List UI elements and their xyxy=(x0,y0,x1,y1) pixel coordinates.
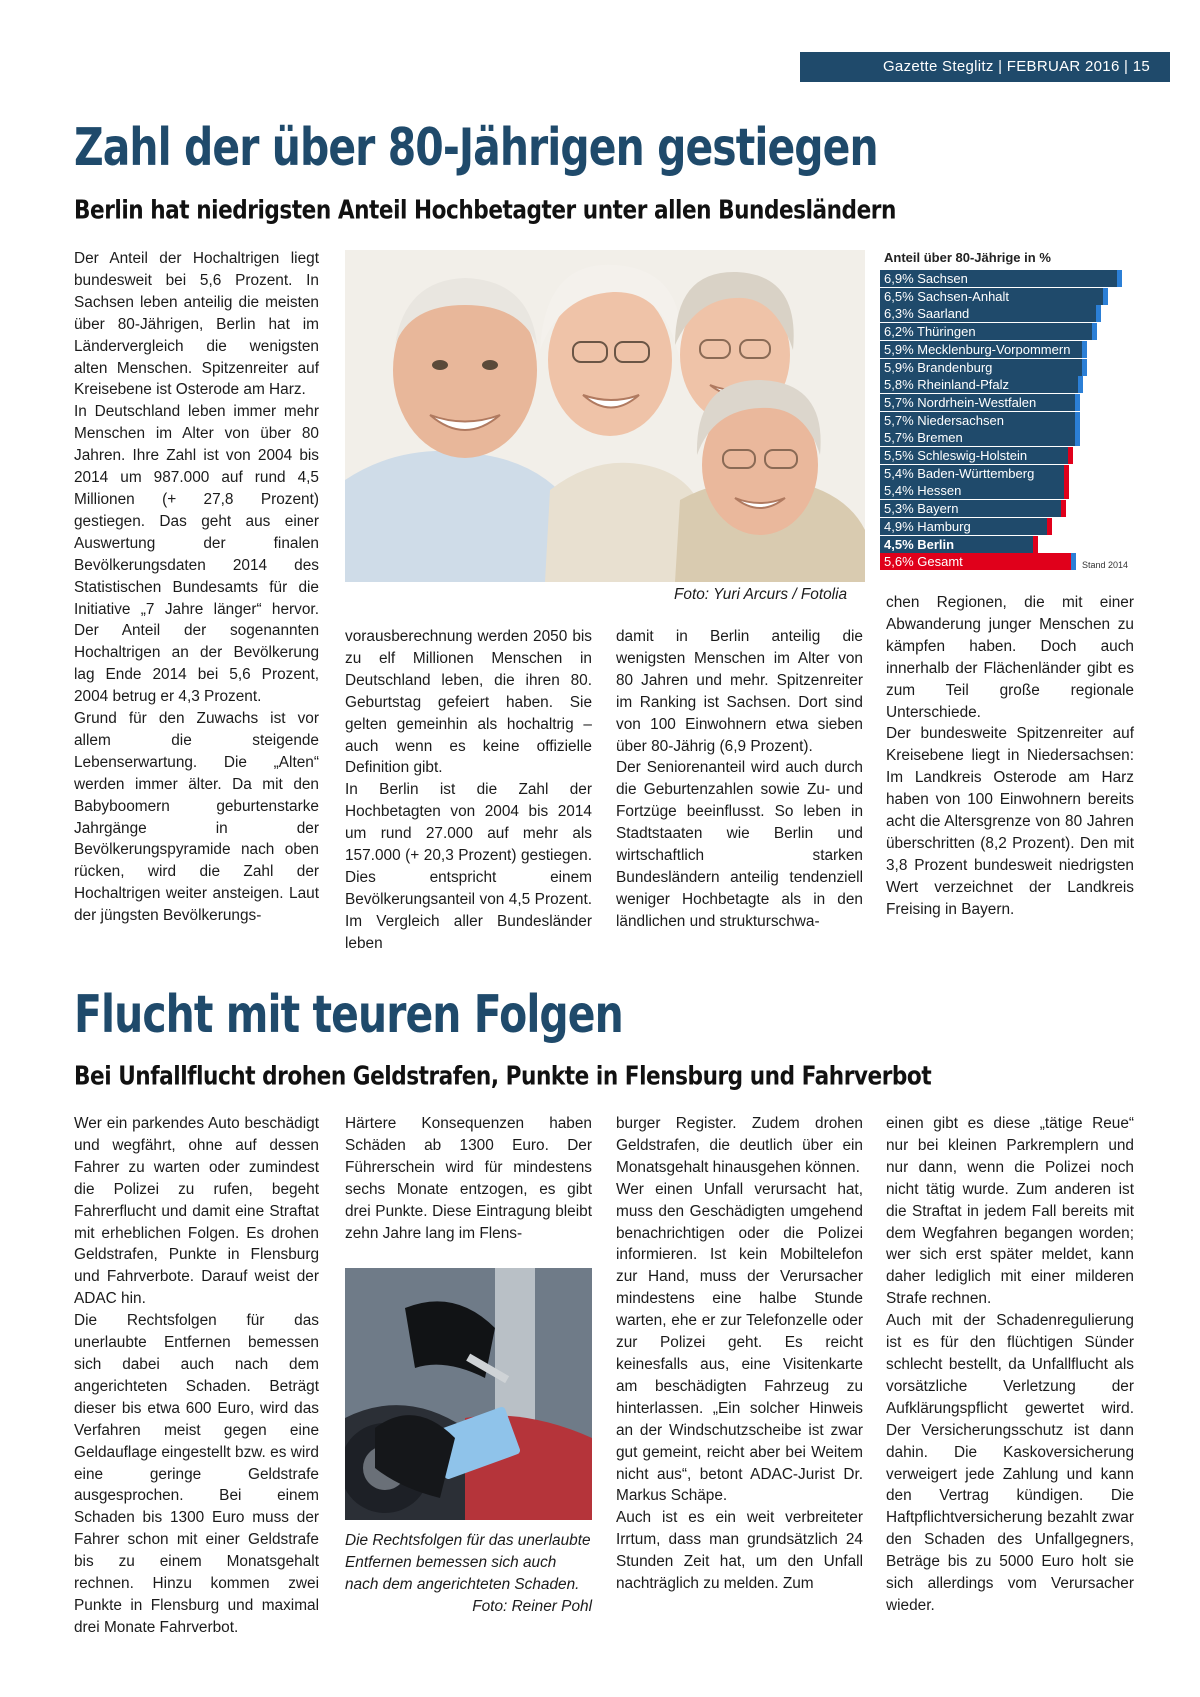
chart-bar-row xyxy=(880,412,1080,429)
article1-col1-para: In Deutschland leben immer mehr Menschen im Alter von über 80 Jahren. Ihre Zahl ist von 2004 bis 2014 um 987.000 auf rund 4,5 Millionen (+ 27,8 Prozent) gestiegen. Das geht aus einer Auswertung der finalen Bevölkerungsdaten 2014 des Statistischen Bundesamts für die Initiative „7 Jahre länger“ hervor. Der Anteil der sogenannten Hochaltrigen an der Bevölkerung lag Ende 2014 bei 5,6 Prozent, 2004 betrug er 4,3 Prozent. xyxy=(74,403,319,706)
chart-bar-row xyxy=(880,500,1066,517)
chart-note: Stand 2014 xyxy=(1082,560,1129,570)
article2-col4-para: einen gibt es diese „tätige Reue“ nur bei kleinen Parkremplern und nur dann, wenn die Polizei noch nicht tätig wurde. Zum anderen ist die Straftat in jedem Fall bereits mit dem Wegfahren begangen worden; wer sich erst später meldet, kann daher lediglich mit einer milderen Strafe rechnen. xyxy=(886,1115,1134,1308)
chart-bar-tick xyxy=(1033,536,1038,553)
article1-col3-para: damit in Berlin anteilig die wenigsten Menschen im Alter von 80 Jahren und mehr. Spitzenreiter im Ranking ist Sachsen. Dort sind von 100 Einwohnern etwa sieben über 80-Jährig (6,9 Prozent). xyxy=(616,628,863,755)
article1-subtitle: Berlin hat niedrigsten Anteil Hochbetagter unter allen Bundesländern xyxy=(74,196,896,226)
article2-col1-para: Die Rechtsfolgen für das unerlaubte Entfernen bemessen sich dabei auch nach dem angerichteten Schaden. Beträgt dieser bis etwa 600 Euro, wird das Verfahren meist gegen eine Geldauflage eingestellt bzw. es wird eine geringe Geldstrafe ausgesprochen. Bei einem Schaden bis 1300 Euro muss der Fahrer schon mit einer Geldstrafe bis zu einem Monatsgehalt rechnen. Hinzu kommen zwei Punkte in Flensburg und maximal drei Monate Fahrverbot. xyxy=(74,1312,319,1636)
chart-bar-tick xyxy=(1075,429,1080,446)
article1-col2-para: vorausberechnung werden 2050 bis zu elf Millionen Menschen in Deutschland leben, die ihren 80. Geburtstag gefeiert haben. Sie gelten gemeinhin als hochaltrig – auch wenn es keine offizielle Definition gibt. xyxy=(345,628,592,777)
chart-bar-row xyxy=(880,553,1076,570)
unfallflucht-photo xyxy=(345,1268,592,1520)
chart-bar-row xyxy=(880,305,1101,322)
chart-bar-row xyxy=(880,536,1038,553)
chart-bar-row xyxy=(880,288,1108,305)
chart-bar-label: 5,9% Brandenburg xyxy=(884,359,993,375)
chart-bar-label: 6,2% Thüringen xyxy=(884,324,976,340)
article1-col4-para: chen Regionen, die mit einer Abwanderung junger Menschen zu kämpfen haben. Doch auch innerhalb der Flächenländer gibt es zum Teil große regionale Unterschiede. xyxy=(886,594,1134,721)
chart-bar-row xyxy=(880,394,1080,411)
seniors-photo-illustration xyxy=(345,250,865,582)
chart-bar-label: 5,5% Schleswig-Holstein xyxy=(884,448,1028,463)
chart-bar-tick xyxy=(1082,341,1087,358)
article2-col3-para: Auch ist es ein weit verbreiteter Irrtum, dass man grundsätzlich 24 Stunden Zeit hat, um den Unfall nachträglich zu melden. Zum xyxy=(616,1509,863,1593)
chart-bar-tick xyxy=(1082,359,1087,376)
article1-column-3 xyxy=(616,626,863,933)
chart-bar-label: 5,3% Bayern xyxy=(884,501,959,517)
chart-bar-tick xyxy=(1068,447,1073,464)
chart-bar-tick xyxy=(1064,482,1069,499)
chart-bar-tick xyxy=(1064,465,1069,482)
chart-bar-label: 5,7% Niedersachsen xyxy=(884,412,1004,428)
chart-bar-label: 5,7% Nordrhein-Westfalen xyxy=(884,394,1037,410)
seniors-photo xyxy=(345,250,865,582)
article1-col1-para: Grund für den Zuwachs ist vor allem die steigende Lebenserwartung. Die „Alten“ werden immer älter. Da mit den Babyboomern geburtenstarke Jahrgänge in der Bevölkerungspyramide nach oben rücken, wird die Zahl der Hochaltrigen weiter ansteigen. Laut der jüngsten Bevölkerungs- xyxy=(74,710,319,925)
chart-bar-label: 4,5% Berlin xyxy=(884,536,955,552)
article1-col3-para: Der Seniorenanteil wird auch durch die Geburtenzahlen sowie Zu- und Fortzüge beeinflusst. So leben in Stadtstaaten wie Berlin und wirtschaftlich starken Bundesländern anteilig tendenziell weniger Hochbetagte als in den ländlichen und strukturschwa- xyxy=(616,759,863,930)
article2-photo-caption xyxy=(345,1530,592,1618)
chart-bar-row xyxy=(880,323,1097,340)
chart-bar-label: 6,9% Sachsen xyxy=(884,271,968,286)
article2-caption-text: Die Rechtsfolgen für das unerlaubte Entfernen bemessen sich auch nach dem angerichteten Schaden. xyxy=(345,1532,591,1593)
article1-col1-para: Der Anteil der Hochaltrigen liegt bundesweit bei 5,6 Prozent. In Sachsen leben anteilig die meisten über 80-Jährigen, Berlin hat im Ländervergleich die wenigsten alten Menschen. Spitzenreiter auf Kreisebene ist Osterode am Harz. xyxy=(74,250,319,399)
chart-bar-label: 5,9% Mecklenburg-Vorpommern xyxy=(884,341,1071,357)
chart-bar-tick xyxy=(1096,305,1101,322)
article1-col2-para: In Berlin ist die Zahl der Hochbetagten von 2004 bis 2014 um rund 27.000 auf mehr als 157.000 (+ 20,3 Prozent) gestiegen. Dies entspricht einem Bevölkerungsanteil von 4,5 Prozent. Im Vergleich aller Bundesländer leben xyxy=(345,781,592,952)
article1-column-1 xyxy=(74,248,319,927)
chart-bar-row xyxy=(880,429,1080,446)
gazette-header-text: Gazette Steglitz | FEBRUAR 2016 | 15 xyxy=(882,58,1150,75)
chart-bar-tick xyxy=(1092,323,1097,340)
chart-bar-tick xyxy=(1047,518,1052,535)
article2-column-1 xyxy=(74,1113,319,1639)
chart-bar-row xyxy=(880,376,1083,393)
article1-column-2 xyxy=(345,626,592,955)
article2-col4-para: Auch mit der Schadenregulierung ist es für den flüchtigen Sünder schlecht bestellt, da Unfallflucht als vorsätzliche Verletzung der Aufklärungspflicht gewertet wird. Der Versicherungsschutz ist dann dahin. Die Kaskoversicherung verweigert jede Zahlung und kann den Vertrag kündigen. Die Haftpflichtversicherung bezahlt zwar den Schaden des Unfallgegners, Beträge bis zu 5000 Euro holt sie sich allerdings vom Verursacher wieder. xyxy=(886,1312,1134,1614)
chart-area xyxy=(880,270,1135,572)
chart-bar-tick xyxy=(1071,553,1076,570)
article1-title: Zahl der über 80-Jährigen gestiegen xyxy=(74,118,878,179)
chart-bar-row xyxy=(880,447,1073,464)
chart-bar-tick xyxy=(1075,394,1080,411)
chart-bar-label: 4,9% Hamburg xyxy=(884,518,971,534)
article2-column-3 xyxy=(616,1113,863,1595)
gazette-header-bar xyxy=(800,52,1170,82)
article2-column-2 xyxy=(345,1113,592,1244)
chart-bar-label: 5,7% Bremen xyxy=(884,430,963,446)
article1-photo-credit: Foto: Yuri Arcurs / Fotolia xyxy=(674,586,848,603)
chart-bar-row xyxy=(880,518,1052,535)
chart-bar-label: 6,5% Sachsen-Anhalt xyxy=(884,288,1010,304)
chart-bar-tick xyxy=(1075,412,1080,429)
article2-column-4 xyxy=(886,1113,1134,1617)
chart-bar-row xyxy=(880,465,1069,482)
chart-bar-row xyxy=(880,270,1122,287)
article2-col1-para: Wer ein parkendes Auto beschädigt und wegfährt, ohne auf dessen Fahrer zu warten oder zumindest die Polizei zu rufen, begeht Fahrerflucht und damit eine Straftat mit erheblichen Folgen. Es drohen Geldstrafen, Punkte in Flensburg und Fahrverbote. Darauf weist der ADAC hin. xyxy=(74,1115,319,1308)
chart-bar-label: 5,8% Rheinland-Pfalz xyxy=(884,377,1010,393)
chart-title: Anteil über 80-Jährige in % xyxy=(884,250,1051,265)
article2-col3-para: Wer einen Unfall verursacht hat, muss den Geschädigten umgehend benachrichtigen oder die Polizei informieren. Ist kein Mobiltelefon zur Hand, muss der Verursacher mindestens eine halbe Stunde warten, ehe er zur Telefonzelle oder zur Polizei geht. Es reicht keinesfalls aus, eine Visitenkarte am beschädigten Fahrzeug zu hinterlassen. „Ein solcher Hinweis an der Windschutzscheibe ist zwar gut gemeint, reicht aber bei Weitem nicht aus“, betont ADAC-Jurist Dr. Markus Schäpe. xyxy=(616,1180,863,1505)
article2-title: Flucht mit teuren Folgen xyxy=(74,985,623,1046)
article1-col4-para: Der bundesweite Spitzenreiter auf Kreisebene liegt in Niedersachsen: Im Landkreis Osterode am Harz haben von 100 Einwohnern bereits acht die Altersgrenze von 80 Jahren überschritten (8,2 Prozent). Den mit 3,8 Prozent bundesweit niedrigsten Wert verzeichnet der Landkreis Freising in Bayern. xyxy=(886,725,1134,918)
article2-col3-para: burger Register. Zudem drohen Geldstrafen, die deutlich über ein Monatsgehalt hinausgehen können. xyxy=(616,1115,863,1176)
chart-bar-row xyxy=(880,482,1069,499)
chart-bar-label: 5,6% Gesamt xyxy=(884,554,963,570)
chart-bar-tick xyxy=(1078,376,1083,393)
article1-column-4 xyxy=(886,592,1134,921)
chart-bar-tick xyxy=(1061,500,1066,517)
chart-bar-tick xyxy=(1117,270,1122,287)
article2-col2-para: Härtere Konsequenzen haben Schäden ab 1300 Euro. Der Führerschein wird für mindestens sechs Monate entzogen, es gibt drei Punkte. Diese Eintragung bleibt zehn Jahre lang im Flens- xyxy=(345,1115,592,1242)
chart-bar-tick xyxy=(1103,288,1108,305)
chart-bar-label: 5,4% Hessen xyxy=(884,483,962,499)
chart-bar-row xyxy=(880,359,1087,376)
unfallflucht-photo-illustration xyxy=(345,1268,592,1520)
article2-photo-credit: Foto: Reiner Pohl xyxy=(472,1598,592,1615)
chart-bar-row xyxy=(880,341,1087,358)
chart-bar-label: 5,4% Baden-Württemberg xyxy=(884,465,1035,481)
article2-subtitle: Bei Unfallflucht drohen Geldstrafen, Punkte in Flensburg und Fahrverbot xyxy=(74,1062,932,1092)
chart-bar-label: 6,3% Saarland xyxy=(884,306,970,322)
